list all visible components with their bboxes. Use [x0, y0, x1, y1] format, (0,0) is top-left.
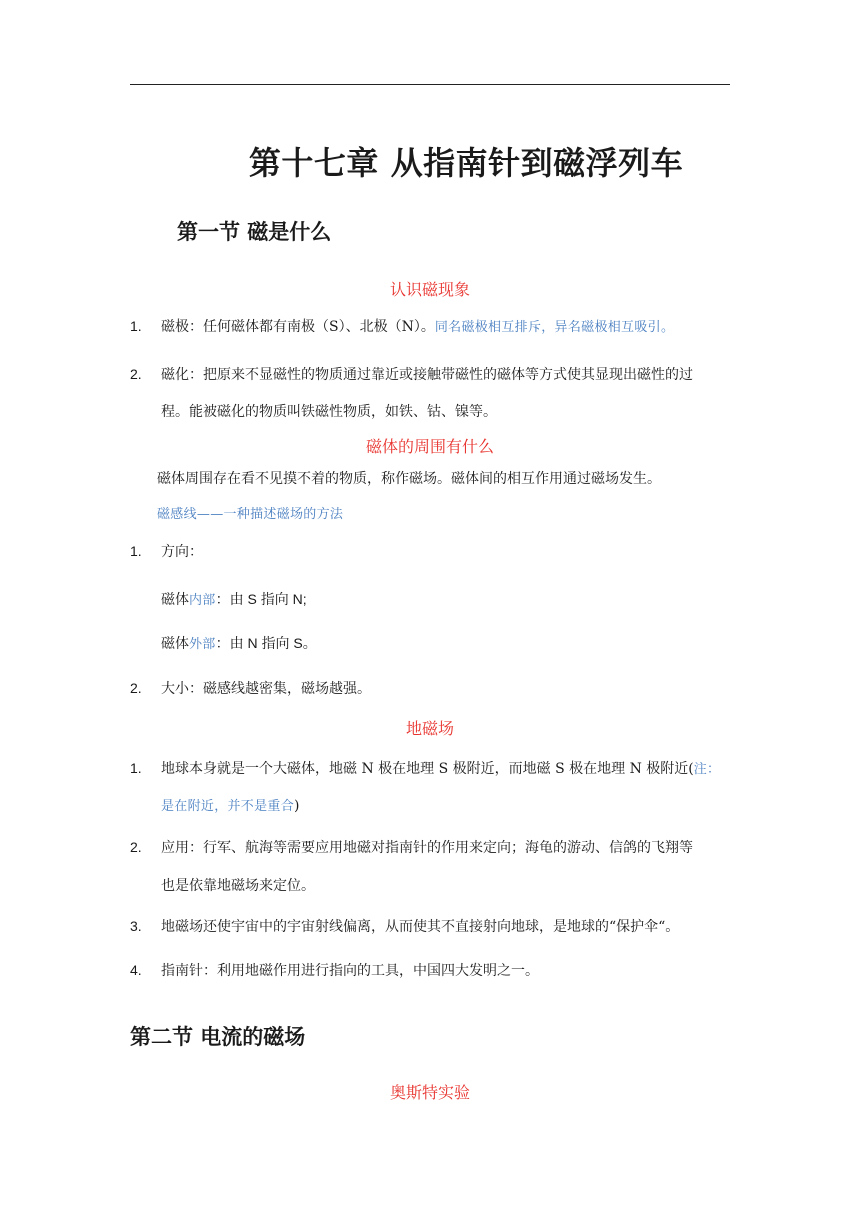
earth-magnet-close: ): [294, 798, 300, 814]
list-number: 1.: [130, 543, 142, 559]
heading-around-magnet: 磁体的周围有什么: [365, 437, 494, 456]
direction-label: 方向：: [161, 544, 203, 560]
list-number: 2.: [130, 366, 142, 382]
earth-magnet-line1: [161, 759, 720, 780]
inside-rule: ：由 S 指向 N;: [215, 591, 307, 607]
list-item-magnetic-poles: [161, 317, 674, 338]
list-number: 2.: [130, 680, 142, 696]
list-item-magnetization-line2: 程。能被磁化的物质叫铁磁性物质，如铁、钴、镍等。: [161, 404, 497, 420]
magnitude-text: 大小：磁感线越密集，磁场越强。: [161, 681, 371, 697]
chapter-title: 第十七章 从指南针到磁浮列车: [248, 144, 684, 182]
cosmic-ray-text: 地磁场还使宇宙中的宇宙射线偏离，从而使其不直接射向地球，是地球的“保护伞“。: [161, 919, 680, 935]
heading-geomagnetic-field: 地磁场: [405, 719, 454, 738]
application-line1: 应用：行军、航海等需要应用地磁对指南针的作用来定向；海龟的游动、信鸽的飞翔等: [161, 840, 693, 856]
outside-note: 外部: [189, 637, 216, 652]
poles-note: 同名磁极相互排斥，异名磁极相互吸引。: [434, 320, 675, 335]
application-line2: 也是依靠地磁场来定位。: [161, 878, 315, 894]
header-rule: [130, 84, 730, 85]
list-number: 3.: [130, 918, 142, 934]
earth-magnet-line2: [161, 796, 299, 817]
field-lines-note: 磁感线——一种描述磁场的方法: [157, 507, 344, 522]
list-number: 4.: [130, 962, 142, 978]
inside-note: 内部: [189, 593, 216, 608]
earth-magnet-text: 地球本身就是一个大磁体，地磁 N 极在地理 S 极附近，而地磁 S 极在地理 N 极附近(: [161, 761, 694, 777]
heading-magnetic-phenomena: 认识磁现象: [389, 280, 470, 299]
earth-magnet-note: 是在附近，并不是重合: [161, 799, 295, 814]
list-number: 1.: [130, 760, 142, 776]
outside-prefix: 磁体: [161, 636, 189, 652]
earth-magnet-note-label: 注：: [693, 762, 721, 777]
list-number: 2.: [130, 839, 142, 855]
direction-inside: [161, 589, 307, 611]
poles-text: 磁极：任何磁体都有南极（S）、北极（N）。: [161, 319, 435, 335]
section-2-title: 第二节 电流的磁场: [130, 1024, 306, 1049]
section-1-title: 第一节 磁是什么: [177, 219, 332, 244]
inside-prefix: 磁体: [161, 592, 189, 608]
list-number: 1.: [130, 318, 142, 334]
list-item-magnetization-line1: 磁化：把原来不显磁性的物质通过靠近或接触带磁性的磁体等方式使其显现出磁性的过: [161, 367, 693, 383]
magnetic-field-text: 磁体周围存在看不见摸不着的物质，称作磁场。磁体间的相互作用通过磁场发生。: [157, 471, 661, 487]
heading-oersted-experiment: 奥斯特实验: [389, 1083, 470, 1102]
compass-text: 指南针：利用地磁作用进行指向的工具，中国四大发明之一。: [161, 963, 539, 979]
outside-rule: ：由 N 指向 S。: [215, 635, 317, 651]
direction-outside: [161, 633, 317, 655]
